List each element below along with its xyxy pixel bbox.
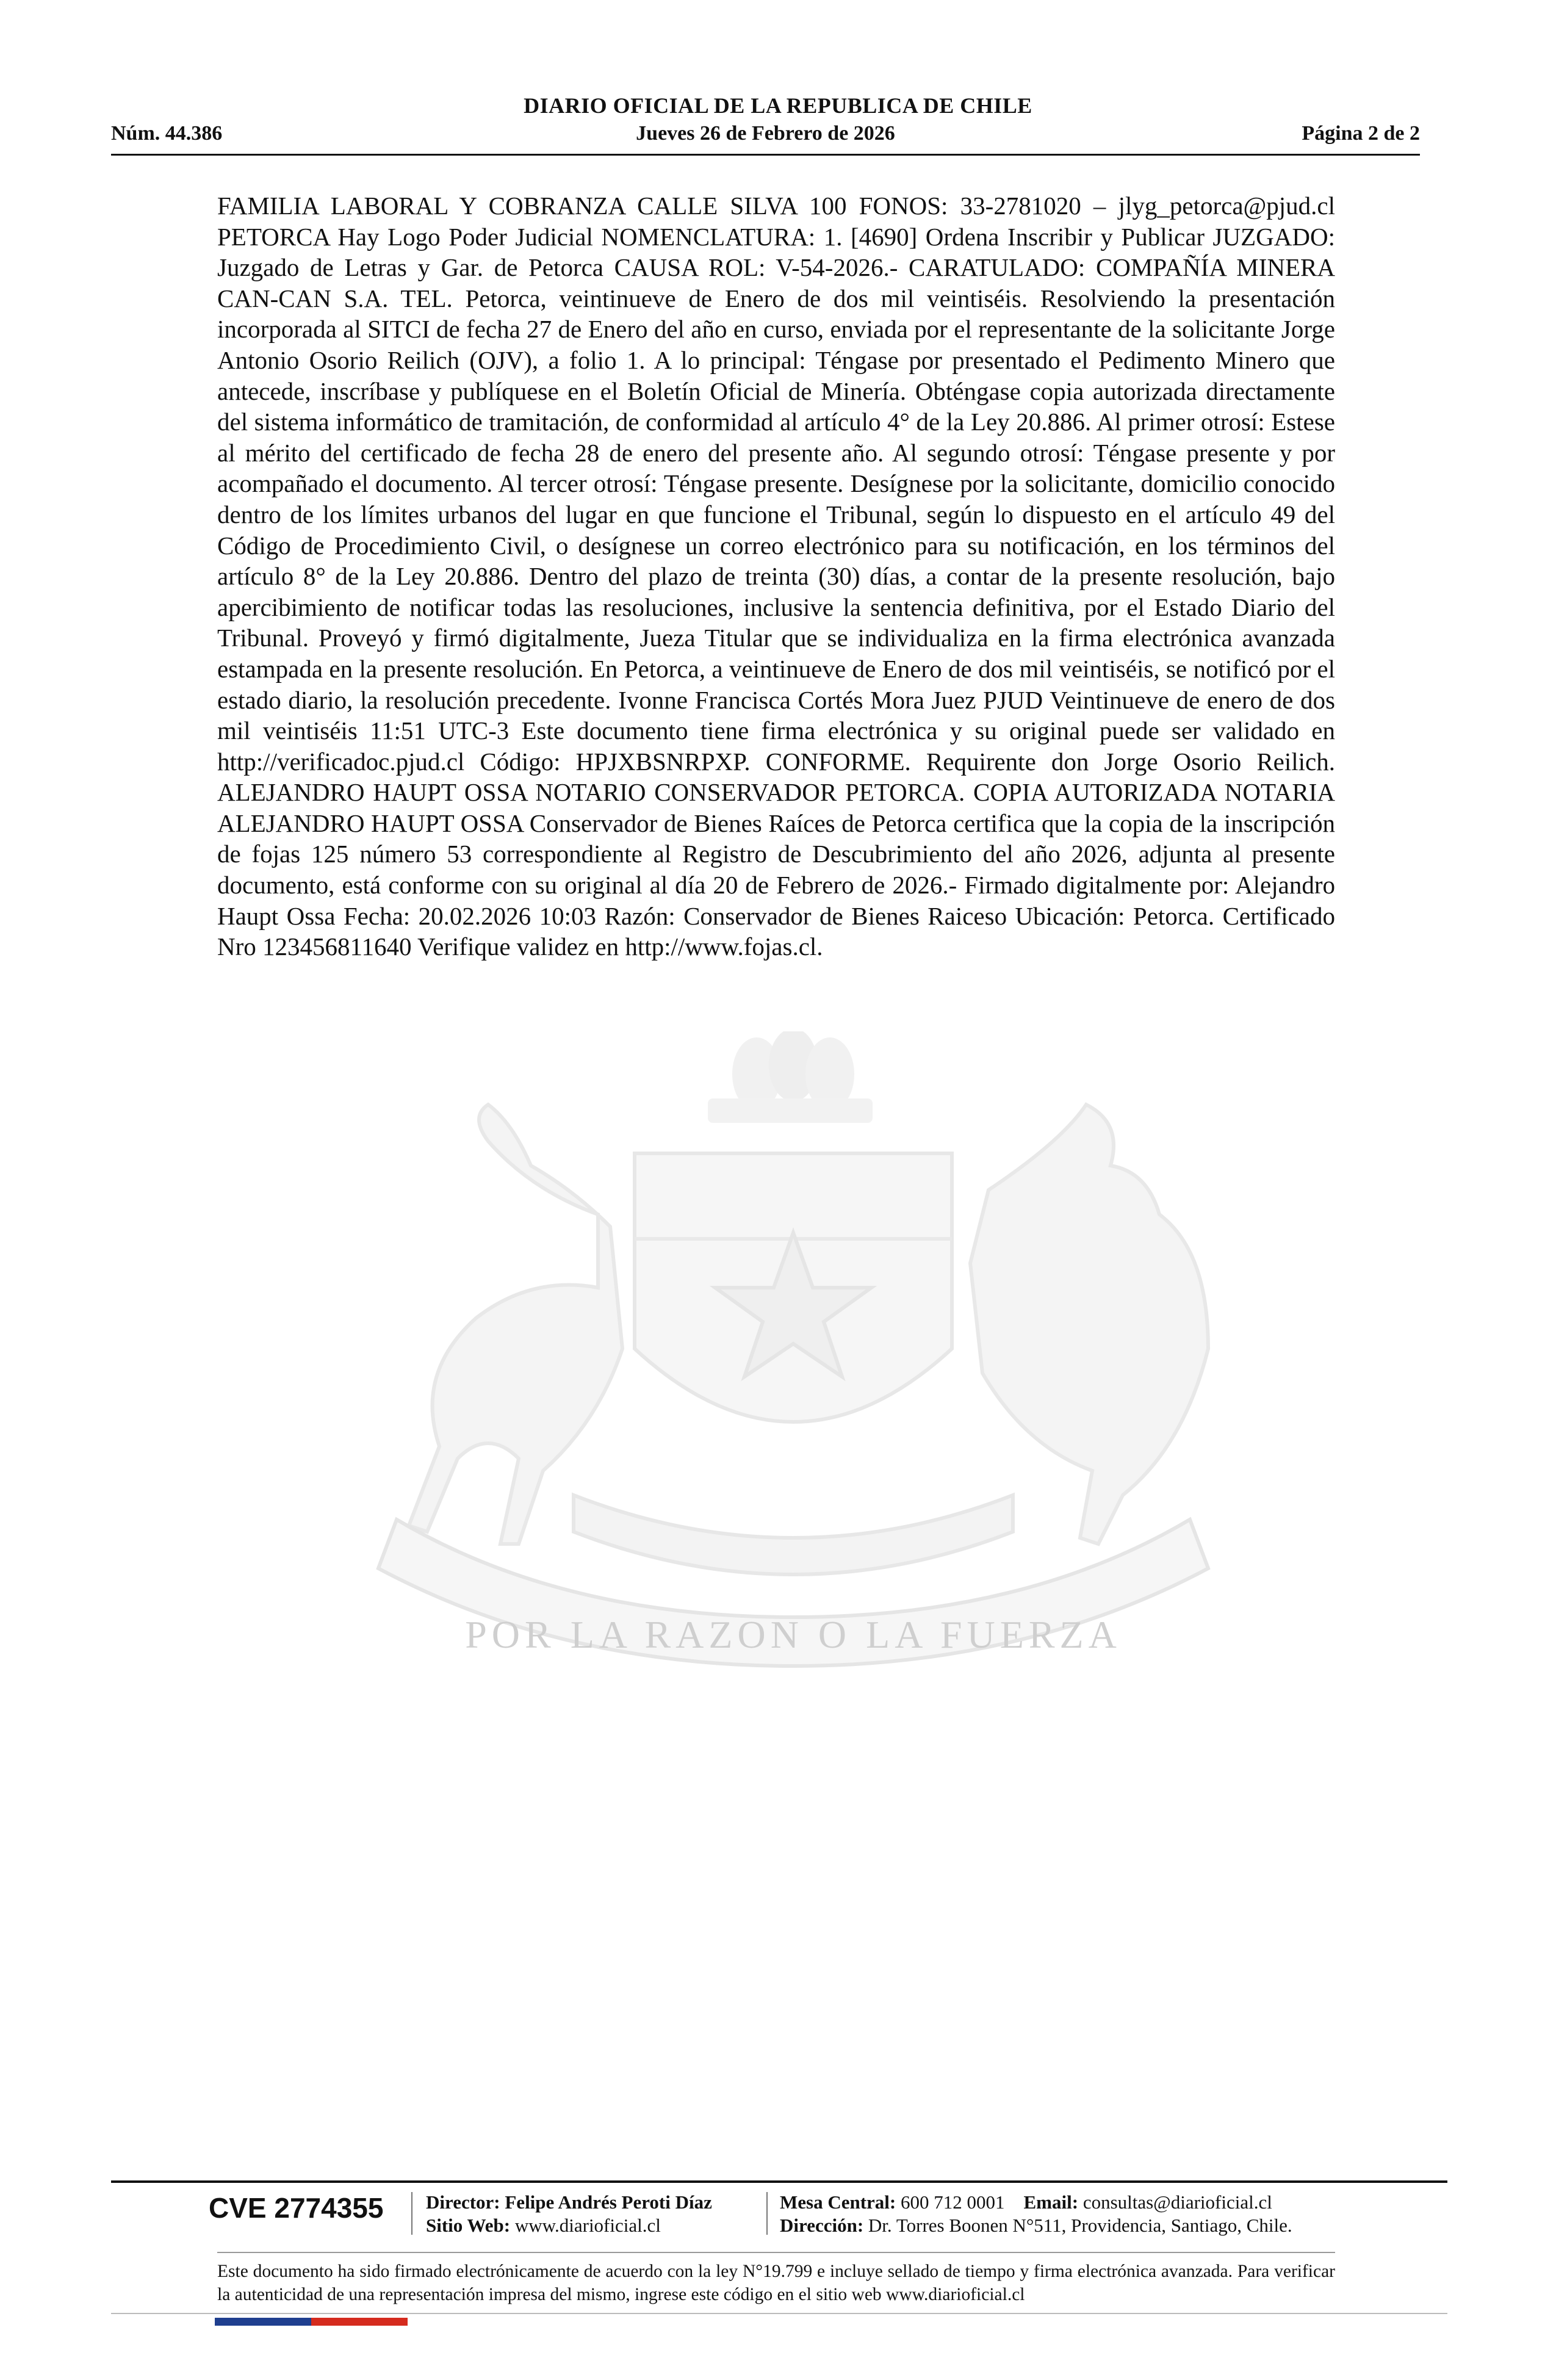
website-label: Sitio Web: bbox=[426, 2215, 511, 2236]
footer-middle-divider bbox=[217, 2252, 1335, 2253]
footer-vertical-divider bbox=[766, 2192, 768, 2235]
director-label: Director: bbox=[426, 2191, 500, 2213]
legal-notice: Este documento ha sido firmado electrónicamente de acuerdo con la ley N°19.799 e incluye sellado de tiempo y firma electrónica avanzada. Para verificar la autenticidad de una representación impresa del mismo, ingrese este código en el sitio web www.diarioficial.cl bbox=[217, 2262, 1335, 2304]
flag-stripe-red bbox=[311, 2318, 408, 2326]
address-label: Dirección: bbox=[780, 2215, 864, 2236]
director-name: Felipe Andrés Peroti Díaz bbox=[505, 2191, 712, 2213]
footer-vertical-divider bbox=[411, 2192, 412, 2235]
footer-contact-info bbox=[780, 2191, 1292, 2237]
coat-of-arms-watermark-icon bbox=[256, 1031, 1306, 1678]
footer-bottom-divider bbox=[111, 2313, 1447, 2314]
footer-top-divider bbox=[111, 2180, 1447, 2183]
email-label: Email: bbox=[1023, 2191, 1079, 2213]
flag-stripe-blue bbox=[215, 2318, 311, 2326]
edict-body-text: FAMILIA LABORAL Y COBRANZA CALLE SILVA 100 FONOS: 33-2781020 – jlyg_petorca@pjud.cl PETORCA Hay Logo Poder Judicial NOMENCLATURA: 1. [4690] Ordena Inscribir y Publicar JUZGADO: Juzgado de Letras y Gar. de Petorca CAUSA ROL: V-54-2026.- CARATULADO: COMPAÑÍA MINERA CAN-CAN S.A. TEL. Petorca, veintinueve de Enero de dos mil veintiséis. Resolviendo la presentación incorporada al SITCI de fecha 27 de Enero del año en curso, enviada por el representante de la solicitante Jorge Antonio Osorio Reilich (OJV), a folio 1. A lo principal: Téngase por presentado el Pedimento Minero que antecede, inscríbase y publíquese en el Boletín Oficial de Minería. Obténgase copia autorizada directamente del sistema informático de tramitación, de conformidad al artículo 4° de la Ley 20.886. Al primer otrosí: Estese al mérito del certificado de fecha 28 de enero del presente año. Al segundo otrosí: Téngase presente y por acompañado el documento. Al tercer otrosí: Téngase presente. Desígnese por la solicitante, domicilio conocido dentro de los límites urbanos del lugar en que funcione el Tribunal, según lo dispuesto en el artículo 49 del Código de Procedimiento Civil, o desígnese un correo electrónico para su notificación, en los términos del artículo 8° de la Ley 20.886. Dentro del plazo de treinta (30) días, a contar de la presente resolución, bajo apercibimiento de notificar todas las resoluciones, inclusive la sentencia definitiva, por el Estado Diario del Tribunal. Proveyó y firmó digitalmente, Jueza Titular que se individualiza en la firma electrónica avanzada estampada en la presente resolución. En Petorca, a veintinueve de Enero de dos mil veintiséis, se notificó por el estado diario, la resolución precedente. Ivonne Francisca Cortés Mora Juez PJUD Veintinueve de enero de dos mil veintiséis 11:51 UTC-3 Este documento tiene firma electrónica y su original puede ser validado en http://verificadoc.pjud.cl Código: HPJXBSNRPXP. CONFORME. Requirente don Jorge Osorio Reilich. ALEJANDRO HAUPT OSSA NOTARIO CONSERVADOR PETORCA. COPIA AUTORIZADA NOTARIA ALEJANDRO HAUPT OSSA Conservador de Bienes Raíces de Petorca certifica que la copia de la inscripción de fojas 125 número 53 correspondiente al Registro de Descubrimiento del año 2026, adjunta al presente documento, está conforme con su original al día 20 de Febrero de 2026.- Firmado digitalmente por: Alejandro Haupt Ossa Fecha: 20.02.2026 10:03 Razón: Conservador de Bienes Raiceso Ubicación: Petorca. Certificado Nro 123456811640 Verifique validez en http://www.fojas.cl. bbox=[217, 192, 1335, 961]
header-row bbox=[111, 122, 1420, 149]
mesa-phone: 600 712 0001 bbox=[901, 2191, 1005, 2213]
cve-code: CVE 2774355 bbox=[209, 2192, 384, 2224]
email-link[interactable]: consultas@diarioficial.cl bbox=[1082, 2191, 1272, 2213]
header-divider bbox=[111, 154, 1420, 156]
issue-number: Núm. 44.386 bbox=[111, 122, 223, 145]
page-indicator: Página 2 de 2 bbox=[1302, 122, 1420, 145]
mesa-label: Mesa Central: bbox=[780, 2191, 896, 2213]
issue-date: Jueves 26 de Febrero de 2026 bbox=[636, 122, 895, 145]
website-link[interactable]: www.diarioficial.cl bbox=[514, 2215, 661, 2236]
motto-text: POR LA RAZON O LA FUERZA bbox=[465, 1613, 1122, 1656]
footer-director-info bbox=[426, 2191, 712, 2237]
address-value: Dr. Torres Boonen N°511, Providencia, Santiago, Chile. bbox=[868, 2215, 1292, 2236]
newspaper-title: DIARIO OFICIAL DE LA REPUBLICA DE CHILE bbox=[524, 93, 1032, 118]
